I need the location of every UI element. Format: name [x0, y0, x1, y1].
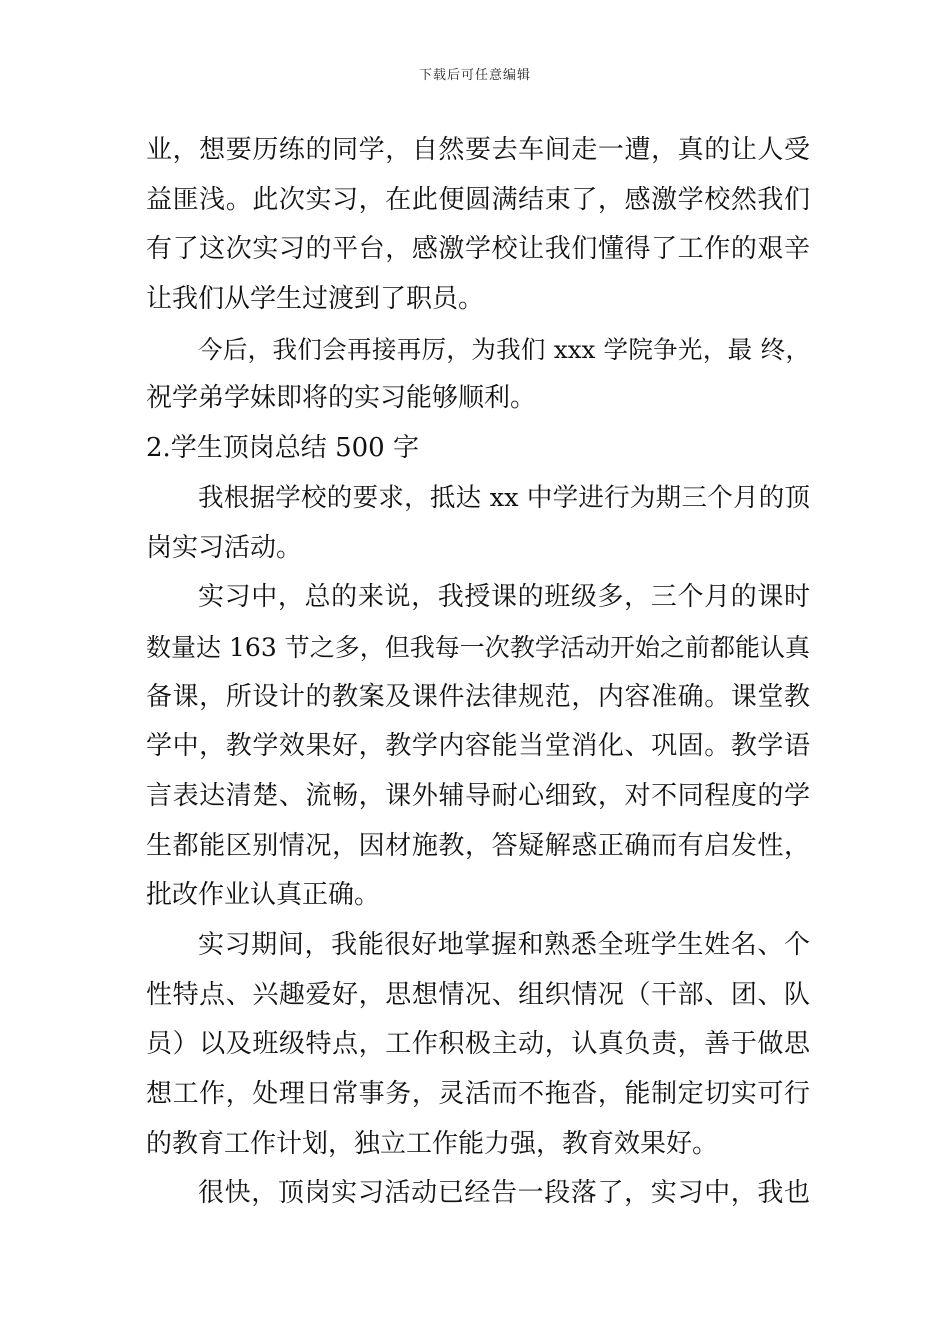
text-line: 性特点、兴趣爱好，思想情况、组织情况（干部、团、队 — [146, 979, 810, 1010]
text-line: 实习中，总的来说，我授课的班级多，三个月的课时 — [198, 582, 810, 613]
text-line: 实习期间，我能很好地掌握和熟悉全班学生姓名、个 — [198, 930, 810, 960]
text-line: 员）以及班级特点，工作积极主动，认真负责，善于做思 — [146, 1029, 810, 1060]
text-line: 言表达清楚、流畅，课外辅导耐心细致，对不同程度的学 — [146, 780, 810, 811]
text-line: 生都能区别情况，因材施教，答疑解惑正确而有启发性， — [146, 830, 810, 861]
text-line: 今后，我们会再接再厉，为我们 xxx 学院争光，最 终， — [198, 334, 810, 364]
text-line: 学中，教学效果好，教学内容能当堂消化、巩固。教学语 — [146, 731, 810, 762]
text-line: 益匪浅。此次实习，在此便圆满结束了，感激学校然我们 — [146, 184, 810, 215]
section-heading: 2.学生顶岗总结 500 字 — [146, 433, 419, 464]
text-line: 有了这次实习的平台，感激学校让我们懂得了工作的艰辛 — [146, 234, 810, 265]
text-line: 批改作业认真正确。 — [146, 880, 381, 911]
text-line: 数量达 163 节之多，但我每一次教学活动开始之前都能认真 — [146, 632, 810, 662]
page-header: 下载后可任意编辑 — [418, 68, 531, 83]
text-line: 的教育工作计划，独立工作能力强，教育效果好。 — [146, 1128, 719, 1159]
text-line: 祝学弟学妹即将的实习能够顺利。 — [146, 383, 537, 414]
document-body — [146, 126, 810, 1219]
text-line: 很快，顶岗实习活动已经告一段落了，实习中，我也 — [198, 1178, 810, 1209]
text-line: 备课，所设计的教案及课件法律规范，内容准确。课堂教 — [146, 681, 810, 712]
text-line: 让我们从学生过渡到了职员。 — [146, 284, 485, 315]
text-line: 我根据学校的要求，抵达 xx 中学进行为期三个月的顶 — [198, 482, 810, 513]
text-line: 想工作，处理日常事务，灵活而不拖沓，能制定切实可行 — [146, 1079, 810, 1110]
text-line: 业，想要历练的同学，自然要去车间走一遭，真的让人受 — [146, 135, 810, 165]
text-line: 岗实习活动。 — [146, 532, 303, 563]
